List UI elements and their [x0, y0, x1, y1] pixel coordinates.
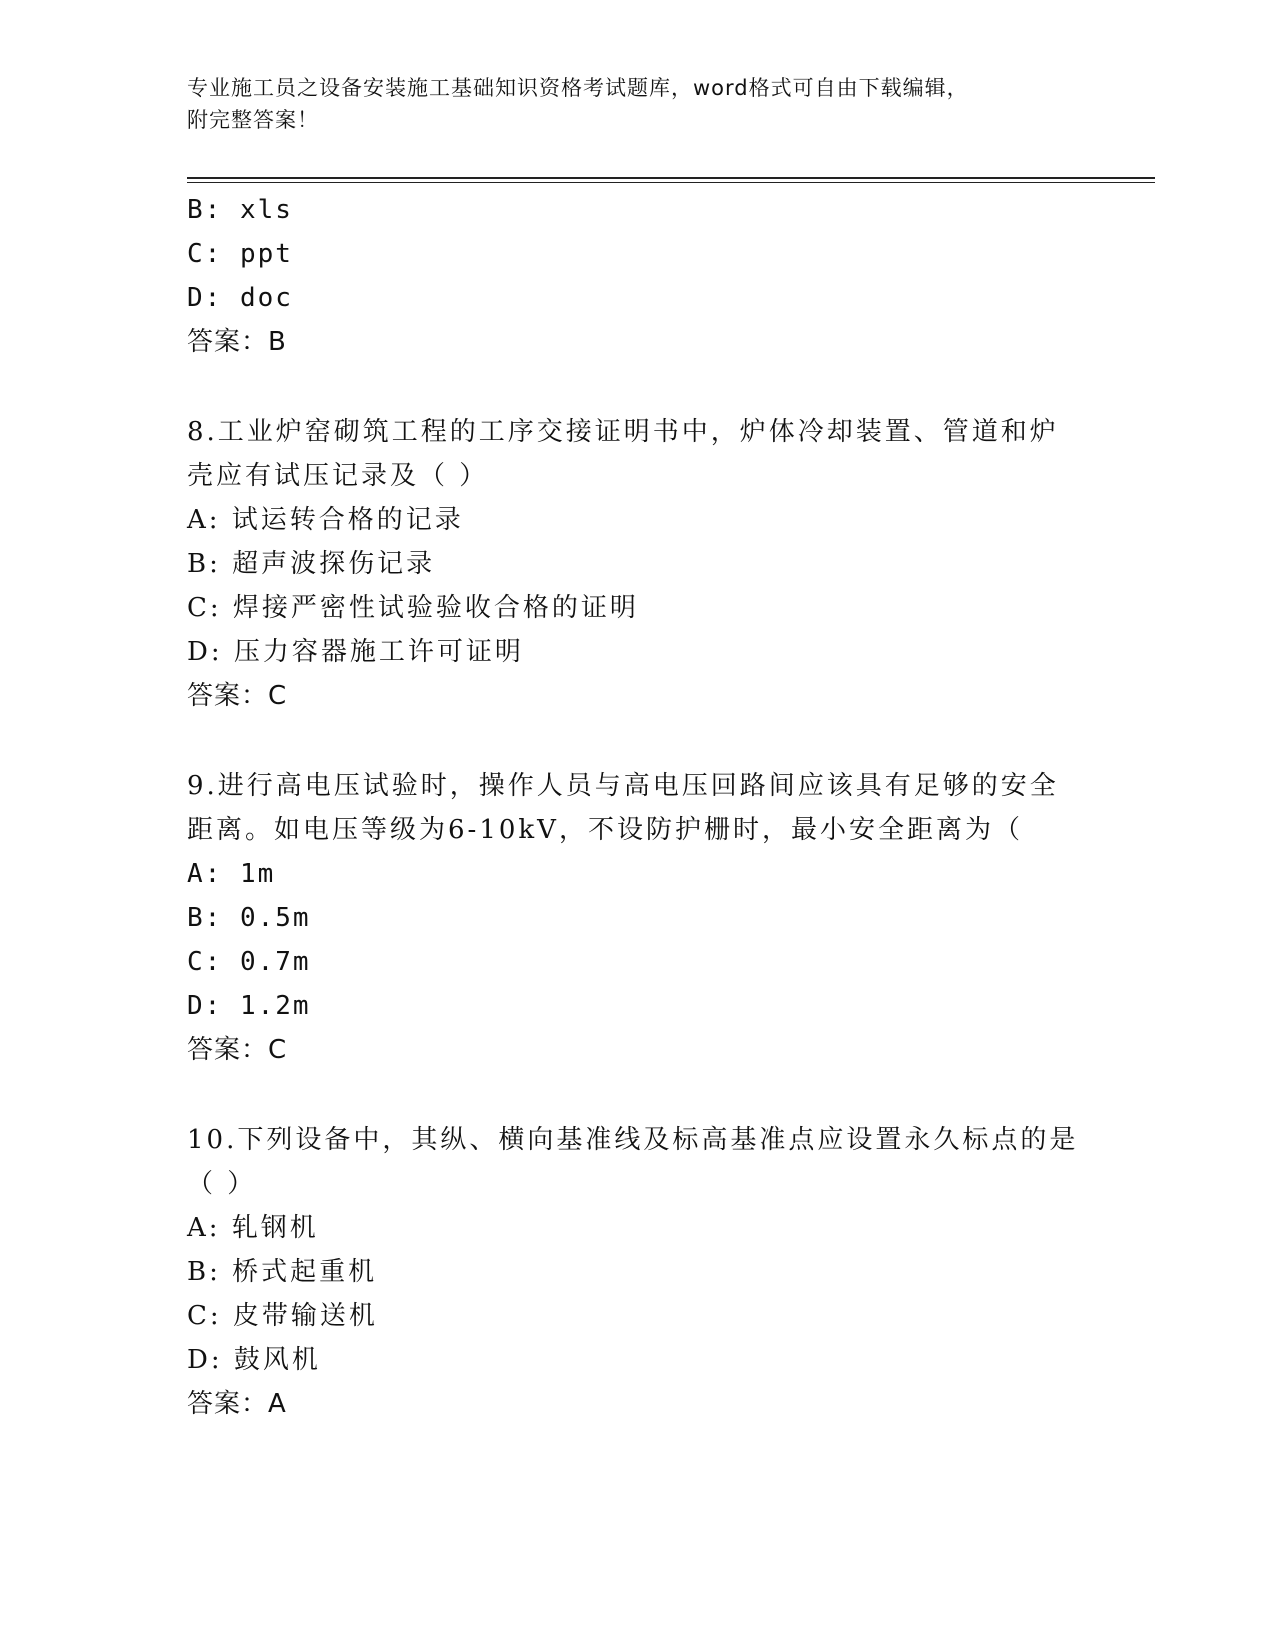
q8-option-b: B: 超声波探伤记录 [187, 549, 436, 579]
q8-option-c: C: 焊接严密性试验验收合格的证明 [187, 593, 639, 623]
q10-option-a: A: 轧钢机 [187, 1213, 319, 1243]
q9-option-a: A: 1m [187, 859, 276, 889]
q7-answer: 答案：B [187, 327, 287, 357]
header-title-line-1: 专业施工员之设备安装施工基础知识资格考试题库，word格式可自由下载编辑， [187, 76, 969, 100]
q7-option-b: B: xls [187, 195, 293, 225]
q8-answer: 答案：C [187, 681, 288, 711]
q10-option-c: C: 皮带输送机 [187, 1301, 378, 1331]
q7-option-c: C: ppt [187, 239, 293, 269]
q10-answer: 答案：A [187, 1389, 287, 1419]
q7-option-d: D: doc [187, 283, 293, 313]
header-title-line-2: 附完整答案！ [187, 108, 319, 132]
q9-option-b: B: 0.5m [187, 903, 311, 933]
header-rule-top [187, 177, 1155, 179]
q8-option-a: A: 试运转合格的记录 [187, 505, 464, 535]
q10-option-d: D: 鼓风机 [187, 1345, 321, 1375]
q9-stem-line-1: 9.进行高电压试验时，操作人员与高电压回路间应该具有足够的安全 [187, 771, 1059, 801]
q9-stem-line-2: 距离。如电压等级为6-10kV，不设防护栅时，最小安全距离为（ [187, 815, 1023, 845]
q8-stem-line-1: 8.工业炉窑砌筑工程的工序交接证明书中，炉体冷却装置、管道和炉 [187, 417, 1059, 447]
q8-option-d: D: 压力容器施工许可证明 [187, 637, 524, 667]
q10-option-b: B: 桥式起重机 [187, 1257, 378, 1287]
q10-stem-line-1: 10.下列设备中，其纵、横向基准线及标高基准点应设置永久标点的是 [187, 1125, 1079, 1155]
q10-stem-line-2: （ ） [187, 1169, 257, 1199]
header-rule-bottom [187, 182, 1155, 183]
q9-option-d: D: 1.2m [187, 991, 311, 1021]
q8-stem-line-2: 壳应有试压记录及（ ） [187, 461, 489, 491]
q9-answer: 答案：C [187, 1035, 288, 1065]
q9-option-c: C: 0.7m [187, 947, 311, 977]
